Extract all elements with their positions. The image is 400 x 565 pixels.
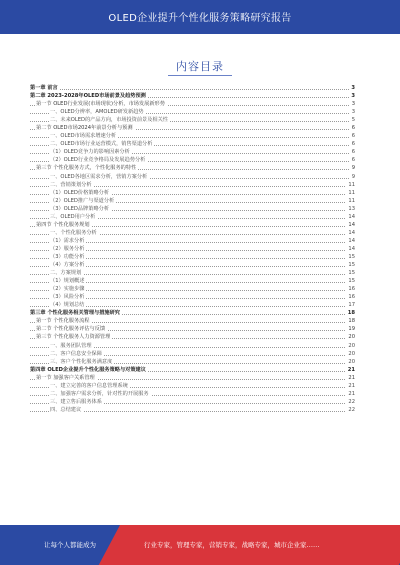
toc-entry-page: 21 <box>348 390 355 397</box>
toc-entry[interactable] <box>30 229 355 237</box>
toc-entry[interactable] <box>30 108 355 116</box>
toc-entry-page: 13 <box>348 205 355 212</box>
toc-heading: 内容目录 <box>176 60 224 73</box>
toc-entry-title: 第一节 加强客户关系管理 <box>36 374 95 381</box>
toc-entry-title: （3）OLED品牌策略分析 <box>50 205 110 212</box>
toc-entry-page: 11 <box>348 181 355 188</box>
toc-entry-page: 18 <box>348 318 355 325</box>
toc-entry[interactable] <box>30 317 355 325</box>
toc-entry-page: 15 <box>348 262 355 269</box>
toc-entry-title: 一、服务团队管理 <box>50 342 92 349</box>
toc-entry-page: 11 <box>348 189 355 196</box>
toc-entry-title: 第四章 OLED企业提升个性化服务策略与对策建议 <box>30 366 146 373</box>
toc-entry-page: 14 <box>348 213 355 220</box>
toc-entry-title: 第三节 个性化服务方式，个性化服务的特性 <box>36 165 137 172</box>
toc-entry-title: 三、OLED用户分析 <box>50 213 96 220</box>
toc-entry-title: 第二节 个性化服务评估与反馈 <box>36 326 106 333</box>
toc-entry-page: 15 <box>348 278 355 285</box>
toc-entry[interactable] <box>30 277 355 285</box>
toc-entry[interactable] <box>30 116 355 124</box>
toc-entry[interactable] <box>30 374 355 382</box>
toc-entry-page: 3 <box>351 109 355 116</box>
toc-entry-title: （2）实施步骤 <box>50 286 85 293</box>
toc-entry[interactable] <box>30 213 355 221</box>
toc-entry-page: 14 <box>348 237 355 244</box>
toc-entry[interactable] <box>30 237 355 245</box>
footer-slogan-left: 让每个人都能成为 <box>44 541 96 549</box>
toc-entry-title: （1）OLED价格策略分析 <box>50 189 110 196</box>
toc-entry-title: （3）风险分析 <box>50 294 85 301</box>
toc-entry[interactable] <box>30 132 355 140</box>
toc-entry[interactable] <box>30 148 355 156</box>
toc-entry[interactable] <box>30 84 355 92</box>
toc-entry-page: 15 <box>348 270 355 277</box>
toc-entry-page: 16 <box>348 286 355 293</box>
toc-entry-page: 14 <box>348 221 355 228</box>
toc-entry-title: 二、加强客户需求分析，针对性的开展服务 <box>50 390 149 397</box>
toc-entry-page: 3 <box>351 85 355 91</box>
toc-entry-title: 一、OLED分辨率，AMOLED研发新趋势 <box>50 109 144 116</box>
toc-entry[interactable] <box>30 350 355 358</box>
toc-entry-title: 第二节 OLED市场2024年前景分析与预测 <box>36 125 133 132</box>
report-title: OLED企业提升个性化服务策略研究报告 <box>108 13 292 24</box>
toc-entry[interactable] <box>30 390 355 398</box>
toc-entry-page: 21 <box>348 382 355 389</box>
toc-entry[interactable] <box>30 285 355 293</box>
toc-entry-title: （1）需求分析 <box>50 237 85 244</box>
toc-entry-page: 22 <box>348 398 355 405</box>
toc-entry-title: 第一节 个性化服务流程 <box>36 318 90 325</box>
toc-entry-title: 四、总结建议 <box>50 406 82 413</box>
toc-entry-page: 19 <box>348 326 355 333</box>
toc-entry-page: 21 <box>347 366 355 373</box>
toc-entry[interactable] <box>30 309 355 317</box>
toc-entry-title: 三、建立售后服务体系 <box>50 398 102 405</box>
toc-entry-title: （1）规划概述 <box>50 278 85 285</box>
toc-entry[interactable] <box>30 197 355 205</box>
toc-entry-page: 17 <box>348 302 355 309</box>
toc-entry[interactable] <box>30 124 355 132</box>
toc-entry[interactable] <box>30 140 355 148</box>
toc-entry-title: 三、客户个性化服务满意度 <box>50 358 113 365</box>
toc-entry[interactable] <box>30 261 355 269</box>
toc-entry-page: 16 <box>348 294 355 301</box>
toc-entry-page: 20 <box>348 358 355 365</box>
toc-entry-title: （4）方案分析 <box>50 262 85 269</box>
toc-entry[interactable] <box>30 269 355 277</box>
toc-entry[interactable] <box>30 342 355 350</box>
toc-entry-title: 第一章 前言 <box>30 85 58 91</box>
toc-entry-title: 二、营销策划分析 <box>50 181 92 188</box>
toc-entry-page: 18 <box>347 310 355 317</box>
toc-entry-page: 20 <box>348 342 355 349</box>
toc-entry-page: 6 <box>351 157 355 164</box>
toc-entry-title: 一、OLED市场需求增速分析 <box>50 133 117 140</box>
toc-entry[interactable] <box>30 156 355 164</box>
toc-entry-title: 一、个性化服务分析 <box>50 229 97 236</box>
toc-entry-page: 5 <box>351 117 355 124</box>
toc-entry-title: 第二章 2023-2028年OLED市场前景及趋势预测 <box>30 93 146 100</box>
toc-entry-page: 11 <box>348 197 355 204</box>
toc-entry[interactable] <box>30 245 355 253</box>
toc-entry[interactable] <box>30 92 355 100</box>
toc-entry[interactable] <box>30 100 355 108</box>
toc-entry[interactable] <box>30 205 355 213</box>
toc-entry-title: 二、OLED市场行业运营模式，销售渠道分析 <box>50 141 153 148</box>
toc-entry[interactable] <box>30 189 355 197</box>
toc-entry[interactable] <box>30 301 355 309</box>
toc-entry[interactable] <box>30 221 355 229</box>
toc-entry[interactable] <box>30 358 355 366</box>
toc-entry-page: 22 <box>348 406 355 413</box>
toc-entry[interactable] <box>30 406 355 414</box>
toc-entry-title: （4）规划总结 <box>50 302 85 309</box>
toc-entry[interactable] <box>30 173 355 181</box>
toc-entry-page: 3 <box>351 101 355 108</box>
toc-entry-page: 6 <box>351 149 355 156</box>
toc-entry-page: 14 <box>348 229 355 236</box>
toc-entry[interactable] <box>30 382 355 390</box>
toc-entry[interactable] <box>30 181 355 189</box>
toc-entry-page: 3 <box>351 93 355 100</box>
toc-entry-page: 6 <box>351 125 355 132</box>
footer-banner <box>0 525 400 565</box>
toc-entry-title: 第一节 OLED行业发展(市场现状)分析，市场发展新形势 <box>36 101 165 108</box>
report-header <box>0 0 400 34</box>
toc-entry-title: 一、OLED各地区需求分析，营销方案分析 <box>50 173 148 180</box>
toc-entry-title: 一、建立完善的客户信息管理系统 <box>50 382 128 389</box>
toc-entry-page: 15 <box>348 253 355 260</box>
toc-entry-title: （2）服务分析 <box>50 245 85 252</box>
toc-entry-title: （2）OLED行业竞争格局及发展趋势分析 <box>50 157 146 164</box>
table-of-contents <box>30 84 355 508</box>
toc-entry[interactable] <box>30 164 355 172</box>
footer-slogan-right: 行业专家，管理专家，营销专家，战略专家，城市企业家…… <box>144 541 320 549</box>
toc-entry-title: 第三章 个性化服务相关管理与措施研究 <box>30 310 120 317</box>
toc-entry-page: 21 <box>348 374 355 381</box>
toc-entry[interactable] <box>30 398 355 406</box>
toc-entry[interactable] <box>30 333 355 341</box>
toc-entry-page: 9 <box>351 165 355 172</box>
toc-entry[interactable] <box>30 253 355 261</box>
toc-entry-page: 9 <box>351 173 355 180</box>
toc-entry[interactable] <box>30 366 355 374</box>
toc-entry-title: 二、客户信息安全保障 <box>50 350 102 357</box>
toc-entry-title: 第四节 个性化服务规划 <box>36 221 90 228</box>
toc-leader-dots <box>30 89 355 90</box>
toc-entry-title: 第三节 个性化服务人力资源管理 <box>36 334 111 341</box>
toc-entry-page: 20 <box>348 350 355 357</box>
toc-entry-title: （2）OLED推广与渠道分析 <box>50 197 115 204</box>
toc-entry-title: （3）功能分析 <box>50 253 85 260</box>
toc-heading-underline <box>168 75 232 76</box>
toc-entry-title: 二、未来OLED的产品方向，市场投资前景及相关性 <box>50 117 168 124</box>
toc-entry-page: 20 <box>348 334 355 341</box>
toc-entry-title: （1）OLED竞争力的影响因素分析 <box>50 149 130 156</box>
toc-entry-title: 二、方案规划 <box>50 270 82 277</box>
toc-entry-page: 6 <box>351 133 355 140</box>
toc-entry[interactable] <box>30 293 355 301</box>
toc-entry-page: 14 <box>348 245 355 252</box>
toc-entry[interactable] <box>30 325 355 333</box>
toc-entry-page: 6 <box>351 141 355 148</box>
